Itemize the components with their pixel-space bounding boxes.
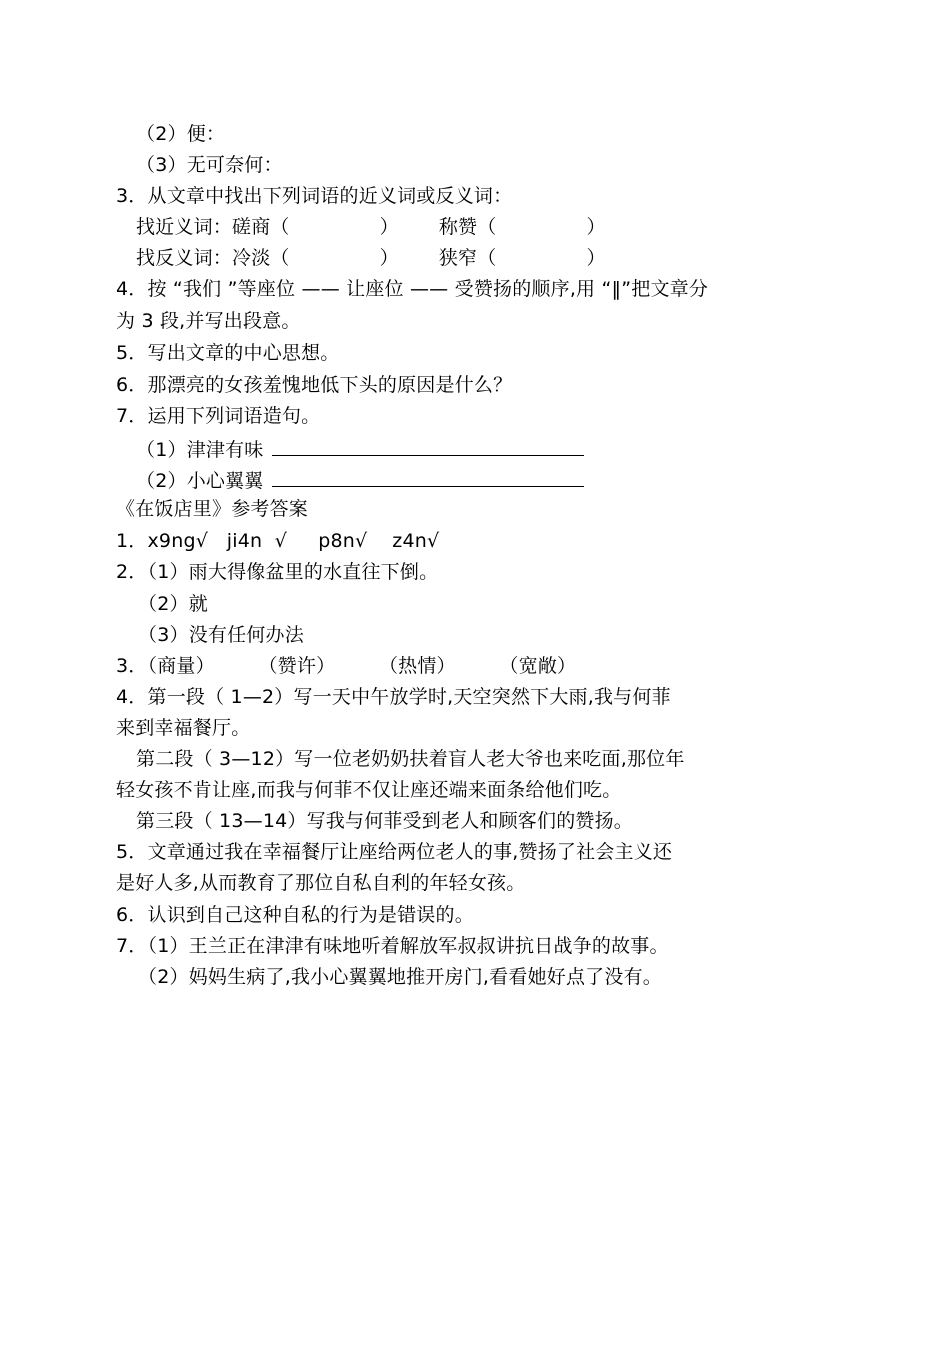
answer-2-item-3: （3）没有任何办法 bbox=[138, 624, 304, 646]
antonym-1: 冷淡（ bbox=[232, 247, 290, 269]
synonym-1-close: ） bbox=[379, 216, 399, 238]
answer-4-line-1: 4．第一段（ 1—2）写一天中午放学时,天空突然下大雨,我与何菲 bbox=[116, 686, 671, 708]
answer-5-line-1: 5．文章通过我在幸福餐厅让座给两位老人的事,赞扬了社会主义还 bbox=[116, 841, 673, 863]
antonym-2-close: ） bbox=[586, 247, 606, 269]
answers-title: 《在饭店里》参考答案 bbox=[116, 498, 309, 520]
answer-4-line-3: 第二段（ 3—12）写一位老奶奶扶着盲人老大爷也来吃面,那位年 bbox=[136, 748, 685, 770]
question-3-antonyms bbox=[136, 246, 606, 270]
answer-4-line-2: 来到幸福餐厅。 bbox=[116, 717, 251, 739]
question-7-item-2 bbox=[136, 466, 584, 490]
answer-2-item-1: 2．（1）雨大得像盆里的水直往下倒。 bbox=[116, 561, 439, 583]
question-7-word-1: （1）津津有味 bbox=[136, 439, 264, 461]
synonym-2: 称赞（ bbox=[438, 216, 497, 238]
answer-blank-1 bbox=[272, 435, 584, 456]
antonym-1-close: ） bbox=[379, 247, 399, 269]
answer-4-line-4: 轻女孩不肯让座,而我与何菲不仅让座还端来面条给他们吃。 bbox=[116, 779, 622, 801]
answer-7-item-1: 7．（1）王兰正在津津有味地听着解放军叔叔讲抗日战争的故事。 bbox=[116, 935, 669, 957]
question-4-line-2: 为 3 段,并写出段意。 bbox=[116, 310, 301, 332]
answer-4-line-5: 第三段（ 13—14）写我与何菲受到老人和顾客们的赞扬。 bbox=[136, 810, 633, 832]
question-2-item-2: （2）便： bbox=[136, 123, 226, 145]
question-7-item-1 bbox=[136, 435, 584, 459]
question-4-line-1: 4．按 “我们 ”等座位 —— 让座位 —— 受赞扬的顺序,用 “‖”把文章分 bbox=[116, 278, 709, 300]
question-3: 3．从文章中找出下列词语的近义词或反义词： bbox=[116, 185, 513, 207]
synonym-label: 找近义词： bbox=[136, 216, 233, 238]
question-7: 7．运用下列词语造句。 bbox=[116, 405, 321, 427]
synonym-2-close: ） bbox=[586, 216, 606, 238]
antonym-label: 找反义词： bbox=[136, 247, 233, 269]
answer-1: 1．x9ng√ ji4n √ p8n√ z4n√ bbox=[116, 530, 440, 552]
antonym-2: 狭窄（ bbox=[438, 247, 497, 269]
synonym-1: 磋商（ bbox=[232, 216, 290, 238]
answer-3: 3．（商量） （赞许） （热情） （宽敞） bbox=[116, 655, 577, 677]
question-3-synonyms bbox=[136, 215, 606, 239]
question-5: 5．写出文章的中心思想。 bbox=[116, 342, 340, 364]
question-7-word-2: （2）小心翼翼 bbox=[136, 470, 264, 492]
question-6: 6．那漂亮的女孩羞愧地低下头的原因是什么？ bbox=[116, 374, 513, 396]
answer-5-line-2: 是好人多,从而教育了那位自私自利的年轻女孩。 bbox=[116, 872, 526, 894]
question-2-item-3: （3）无可奈何： bbox=[136, 154, 283, 176]
answer-blank-2 bbox=[272, 466, 584, 487]
answer-2-item-2: （2）就 bbox=[138, 593, 208, 615]
answer-6: 6．认识到自己这种自私的行为是错误的。 bbox=[116, 904, 474, 926]
answer-7-item-2: （2）妈妈生病了,我小心翼翼地推开房门,看看她好点了没有。 bbox=[138, 966, 662, 988]
